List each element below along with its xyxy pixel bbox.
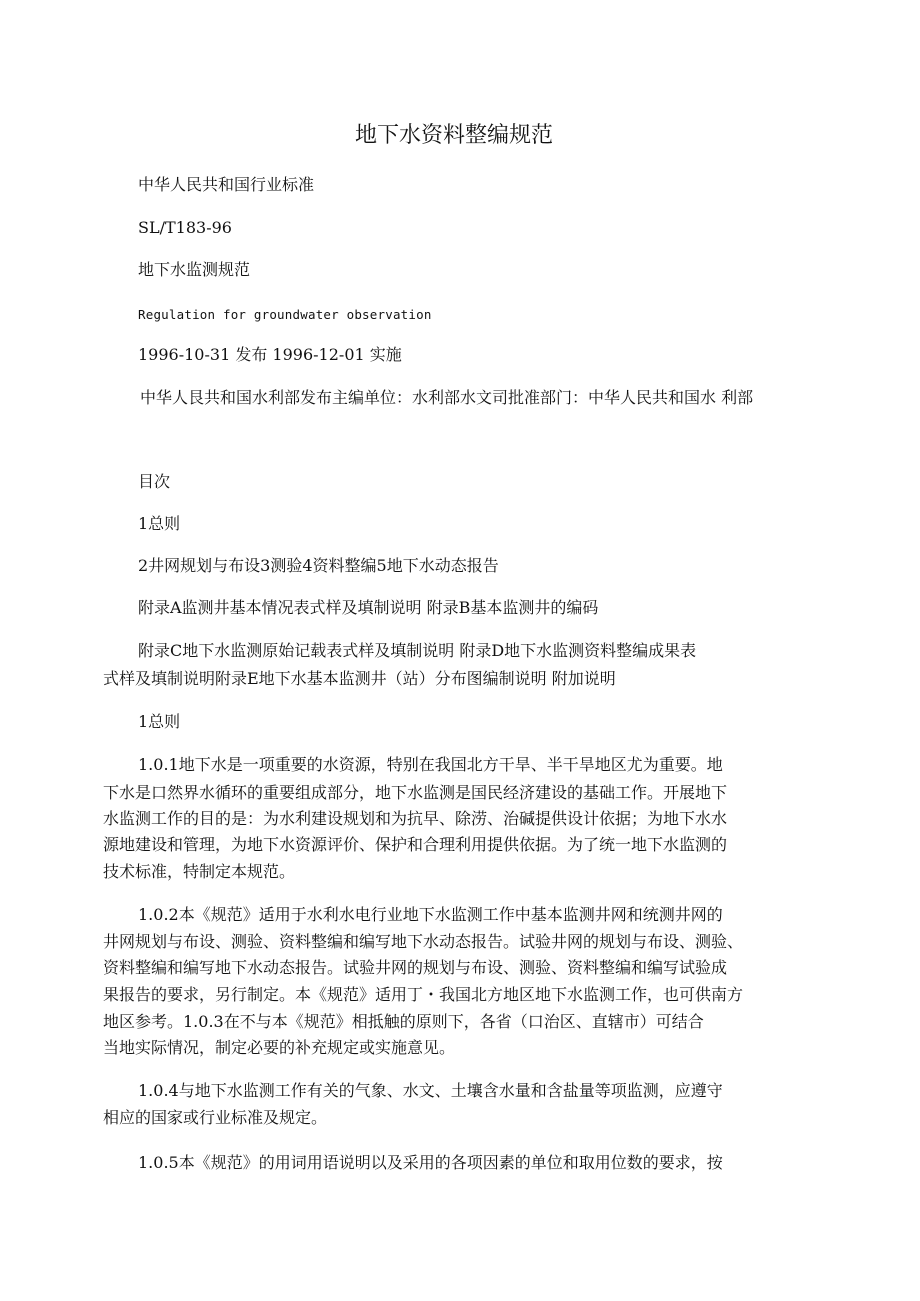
toc-line: 2井网规划与布设3测验4资料整编5地下水动态报告 — [138, 556, 499, 575]
paragraph-line: 相应的国家或行业标准及规定。 — [103, 1108, 328, 1127]
paragraph-line: 资料整编和编写地下水动态报告。试验井网的规划与布设、测验、资料整编和编写试验成 — [103, 958, 728, 977]
paragraph-line: 1.0.1地下水是一项重要的水资源，特别在我国北方干旱、半干旱地区尤为重要。地 — [138, 755, 723, 774]
paragraph-line: 1.0.2本《规范》适用于水利水电行业地下水监测工作中基本监测井网和统测井网的 — [138, 905, 723, 924]
paragraph-line: 果报告的要求，另行制定。本《规范》适用丁・我国北方地区地下水监测工作，也可供南方 — [103, 985, 744, 1004]
toc-line: 1总则 — [138, 514, 181, 533]
issuing-authority: 中华人艮共和国水利部发布主编单位：水利部水文司批准部门：中华人民共和国水 利部 — [140, 388, 754, 407]
toc-line: 附录A监测井基本情况表式样及填制说明 附录B基本监测井的编码 — [138, 598, 599, 617]
paragraph-line: 井网规划与布设、测验、资料整编和编写地下水动态报告。试验井网的规划与布设、测验、 — [103, 932, 744, 951]
standard-name-en: Regulation for groundwater observation — [138, 307, 432, 322]
paragraph-line: 源地建设和管理，为地下水资源评价、保护和合理利用提供依据。为了统一地下水监测的 — [103, 835, 728, 854]
paragraph-line: 下水是口然界水循环的重要组成部分，地下水监测是国民经济建设的基础工作。开展地下 — [103, 783, 728, 802]
toc-line: 式样及填制说明附录E地下水基本监测井（站）分布图编制说明 附加说明 — [103, 669, 616, 688]
paragraph-line: 地区参考。1.0.3在不与本《规范》相抵触的原则下，各省（口治区、直辖市）可结合 — [103, 1012, 704, 1031]
publish-dates: 1996-10-31 发布 1996-12-01 实施 — [138, 345, 402, 364]
section-heading: 1总则 — [138, 712, 181, 731]
standard-code: SL/T183-96 — [138, 218, 232, 237]
paragraph-line: 当地实际情况，制定必要的补充规定或实施意见。 — [103, 1038, 456, 1057]
toc-line: 附录C地下水监测原始记载表式样及填制说明 附录D地下水监测资料整编成果表 — [138, 641, 697, 660]
paragraph-line: 1.0.4与地下水监测工作有关的气象、水文、土壤含水量和含盐量等项监测，应遵守 — [138, 1081, 723, 1100]
page-title: 地下水资料整编规范 — [355, 123, 554, 148]
standard-issuer: 中华人民共和国行业标准 — [138, 175, 315, 194]
standard-name-cn: 地下水监测规范 — [138, 260, 251, 279]
paragraph-line: 1.0.5本《规范》的用词用语说明以及采用的各项因素的单位和取用位数的要求，按 — [138, 1153, 723, 1172]
toc-heading: 目次 — [138, 472, 171, 491]
paragraph-line: 水监测工作的目的是：为水利建设规划和为抗早、除涝、治碱提供设计依据；为地下水水 — [103, 809, 728, 828]
paragraph-line: 技术标准，特制定本规范。 — [103, 862, 296, 881]
